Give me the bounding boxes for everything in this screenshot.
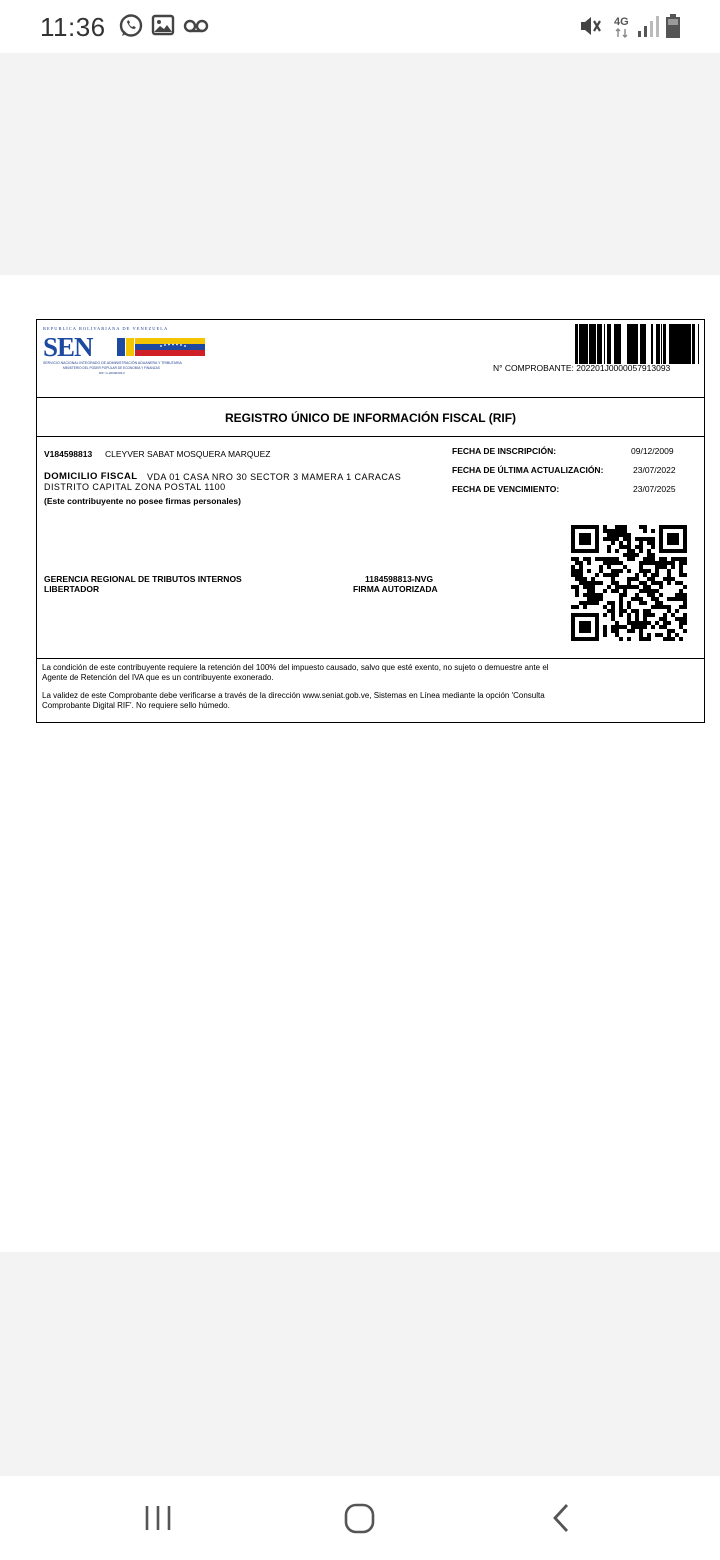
rif-document [36,319,705,723]
vencimiento-value: 23/07/2025 [633,484,676,494]
actualizacion-value: 23/07/2022 [633,465,676,475]
bottom-gray-panel [0,1252,720,1476]
footer-validity-line1: La validez de este Comprobante debe verificarse a través de la dirección www.seniat.gob.ve, Sistemas en Línea mediante la opción 'Consulta [42,691,545,700]
seniat-logo [43,326,213,376]
top-gray-panel [0,53,720,275]
document-header [37,320,704,398]
domicilio-label: DOMICILIO FISCAL [44,471,138,482]
gallery-icon [151,13,177,39]
logo-subtitle: SERVICIO NACIONAL INTEGRADO DE ADMINISTRACIÓN ADUANERA Y TRIBUTARIA [43,361,182,365]
no-firmas-note: (Este contribuyente no posee firmas personales) [44,496,241,506]
comprobante-number: N° COMPROBANTE: 202201J0000057913093 [493,363,671,373]
status-time: 11:36 [40,12,106,42]
whatsapp-icon [118,13,144,39]
gerencia-line2: LIBERTADOR [44,584,100,594]
domicilio-line2: DISTRITO CAPITAL ZONA POSTAL 1100 [44,482,226,492]
status-bar [0,0,720,53]
document-footer [37,660,704,722]
voicemail-icon [182,15,210,41]
gerencia-line1: GERENCIA REGIONAL DE TRIBUTOS INTERNOS [44,574,242,584]
back-icon[interactable] [538,1496,586,1540]
document-title: REGISTRO ÚNICO DE INFORMACIÓN FISCAL (RIF) [37,399,704,437]
mute-vibrate-icon [578,13,604,39]
inscripcion-value: 09/12/2009 [631,446,674,456]
footer-validity-line2: Comprobante Digital RIF'. No requiere sello húmedo. [42,700,230,710]
vencimiento-label: FECHA DE VENCIMIENTO: [452,484,560,494]
battery-icon [665,13,681,39]
rif-number: V184598813 [44,449,93,459]
barcode-icon [575,324,700,364]
signal-icon [636,13,660,39]
qr-code-icon [571,525,687,641]
recent-apps-icon[interactable] [134,1496,182,1540]
logo-top-text: REPUBLICA BOLIVARIANA DE VENEZUELA [43,326,169,331]
home-icon[interactable] [336,1496,384,1540]
domicilio-line1: VDA 01 CASA NRO 30 SECTOR 3 MAMERA 1 CARACAS [147,472,402,482]
footer-retention-line2: Agente de Retención del IVA que es un contribuyente exonerado. [42,672,274,682]
venezuela-flag-icon [117,338,205,356]
document-body [37,438,704,659]
inscripcion-label: FECHA DE INSCRIPCIÓN: [452,446,557,456]
footer-retention-line1: La condición de este contribuyente requiere la retención del 100% del impuesto causado, salvo que esté exento, no sujeto o demuestre ante el [42,663,549,672]
actualizacion-label: FECHA DE ÚLTIMA ACTUALIZACIÓN: [452,465,604,475]
taxpayer-name: CLEYVER SABAT MOSQUERA MARQUEZ [105,449,271,459]
4g-data-icon [613,14,635,40]
firma-code: 1184598813-NVG [365,574,434,584]
firma-label: FIRMA AUTORIZADA [353,584,438,594]
logo-name: SEN [43,332,93,362]
logo-ministry: MINISTERIO DEL PODER POPULAR DE ECONOMÍA Y FINANZAS [63,366,160,370]
logo-rif: RIF: G-20000303-0 [99,371,125,375]
svg-text:4G: 4G [614,16,629,28]
